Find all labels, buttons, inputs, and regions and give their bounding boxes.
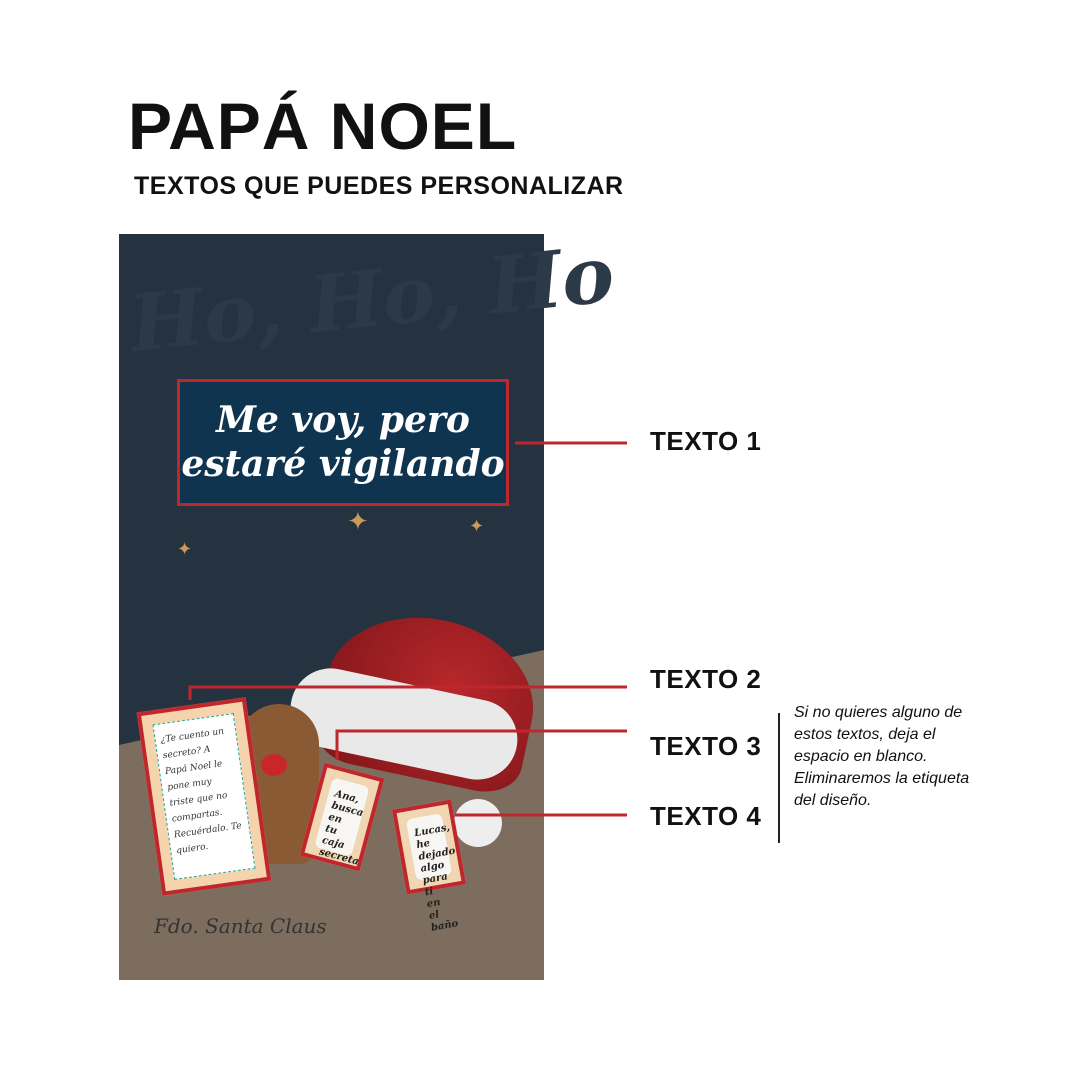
tag3-text: Ana, busca en tu caja secreta <box>314 777 369 856</box>
connector-text2 <box>190 687 627 700</box>
star-icon: ✦ <box>469 516 485 536</box>
label-text1: TEXTO 1 <box>650 426 762 456</box>
signature: Fdo. Santa Claus <box>154 914 327 938</box>
label-text3: TEXTO 3 <box>650 731 762 761</box>
tag4-text: Lucas, he dejado algo para ti en el baño <box>406 813 452 880</box>
star-icon: ✦ <box>177 539 193 559</box>
label-text4: TEXTO 4 <box>650 801 762 831</box>
connector-text3 <box>337 731 627 760</box>
label-text2: TEXTO 2 <box>650 664 762 694</box>
background-text: Ho, Ho, Ho <box>125 228 619 371</box>
page-title: PAPÁ NOEL <box>128 89 518 163</box>
page-subtitle: TEXTOS QUE PUEDES PERSONALIZAR <box>134 172 624 200</box>
letter-text: ¿Te cuento un secreto? A Papá Noel le pone muy triste que no compartas. Recuérdalo. Te quiero. <box>152 713 255 880</box>
text1-box: Me voy, pero estaré vigilando <box>177 379 509 506</box>
note-divider <box>778 713 780 843</box>
star-icon: ✦ <box>347 506 369 536</box>
note-text: Si no quieres alguno de estos textos, deja el espacio en blanco. Eliminaremos la etiqueta del diseño. <box>794 704 970 809</box>
